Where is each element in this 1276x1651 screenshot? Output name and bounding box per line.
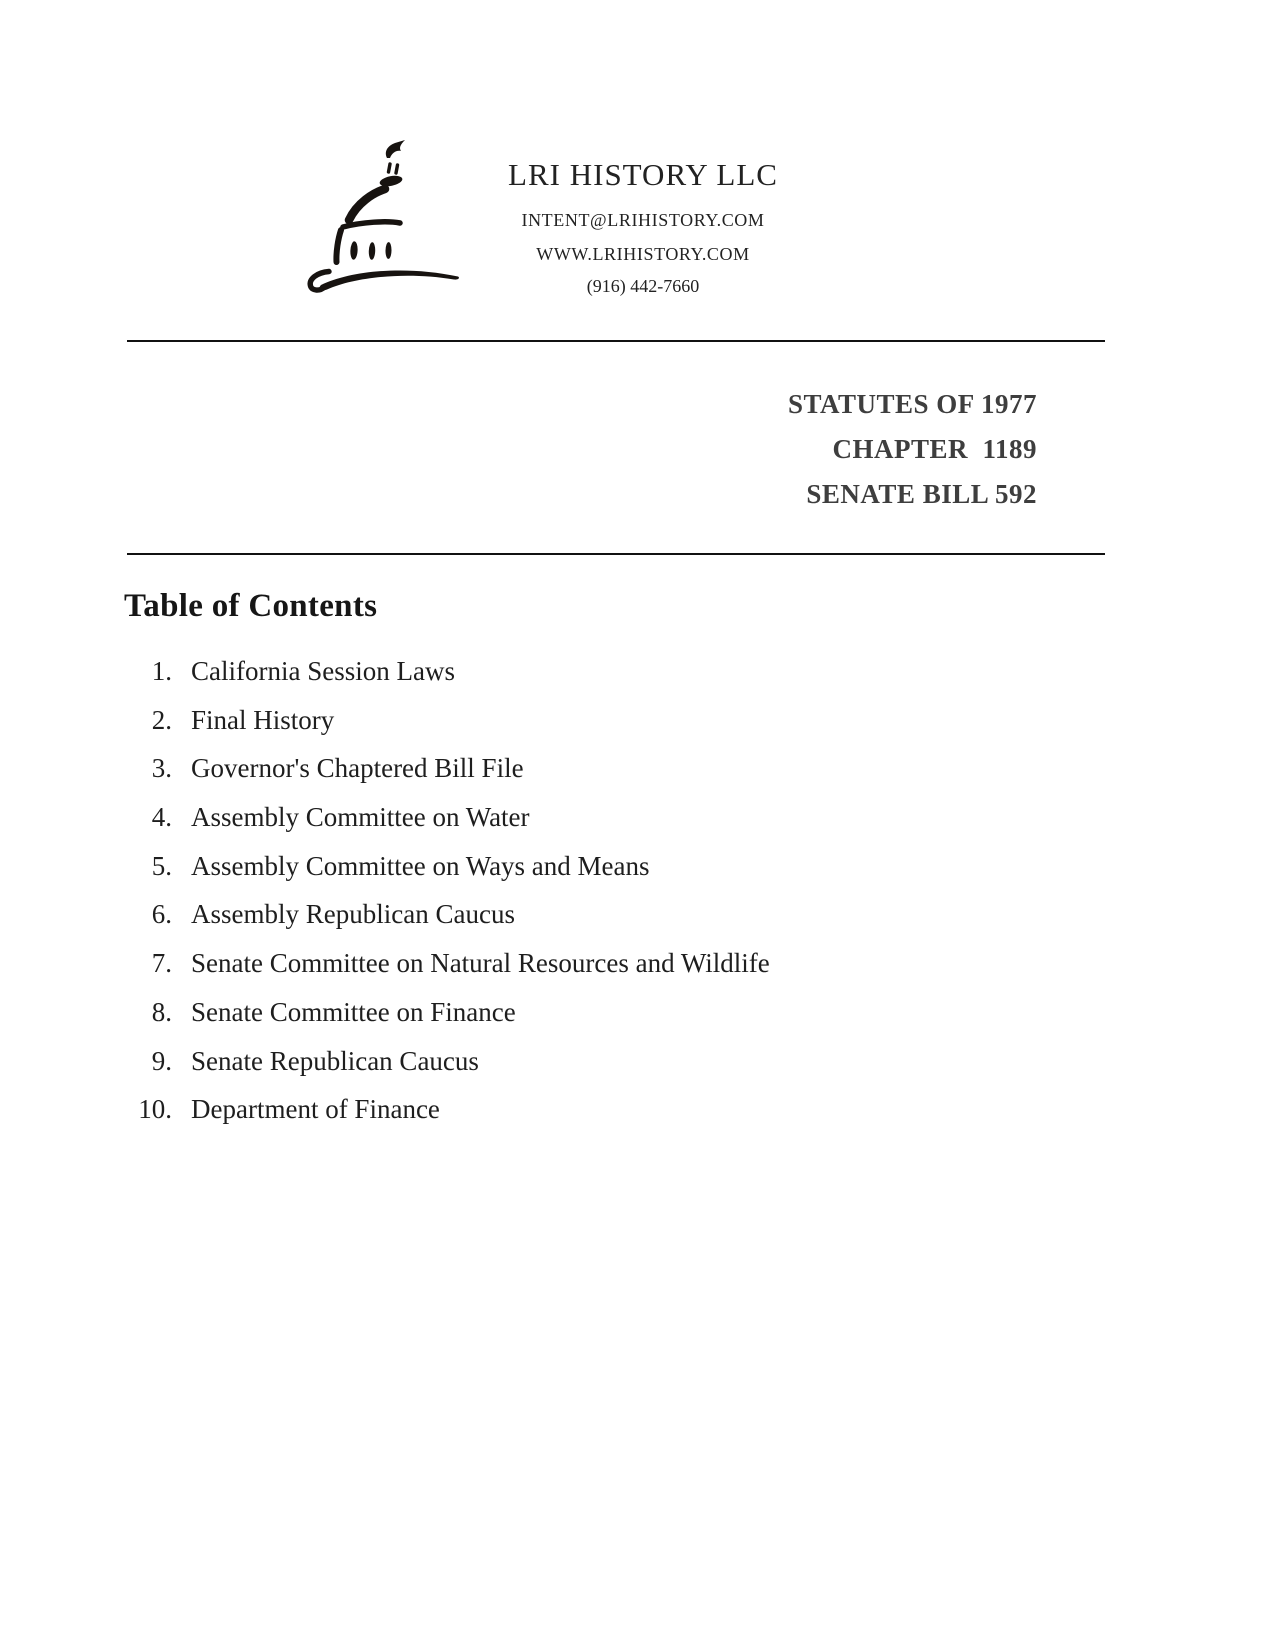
toc-item-label: Senate Republican Caucus: [191, 1045, 479, 1076]
statutes-line: STATUTES OF 1977: [787, 389, 1037, 419]
toc-item-label: Department of Finance: [191, 1094, 440, 1125]
toc-item-label: Assembly Committee on Ways and Means: [191, 850, 650, 881]
website-url: WWW.LRIHISTORY.COM: [536, 244, 750, 264]
toc-item: [0, 849, 1000, 883]
company-name: LRI HISTORY LLC: [508, 157, 778, 192]
horizontal-rule-top: [127, 340, 1105, 342]
toc-heading: Table of Contents: [124, 588, 378, 624]
toc-item-number: 9.: [151, 1045, 172, 1076]
chapter-line: CHAPTER 1189: [832, 434, 1037, 464]
toc-item-label: Final History: [191, 704, 335, 735]
toc-item: [0, 946, 1000, 980]
toc-item: [0, 995, 1000, 1029]
toc-item: [0, 654, 1000, 688]
toc-list: [0, 654, 1000, 1141]
toc-item-label: Assembly Republican Caucus: [191, 899, 515, 930]
toc-item-label: California Session Laws: [191, 656, 455, 686]
senate-bill-line: SENATE BILL 592: [806, 479, 1037, 509]
phone-number: (916) 442-7660: [586, 276, 700, 296]
horizontal-rule-bottom: [127, 553, 1105, 555]
bill-reference-block: [788, 382, 1037, 517]
toc-item-number: 5.: [151, 850, 172, 881]
toc-item-label: Senate Committee on Finance: [191, 996, 516, 1027]
toc-item-number: 7.: [151, 948, 172, 979]
toc-item-number: 6.: [151, 899, 172, 930]
toc-item-number: 4.: [151, 802, 172, 833]
toc-item-number: 2.: [151, 704, 172, 735]
toc-item-label: Assembly Committee on Water: [191, 802, 530, 833]
toc-item-number: 1.: [151, 656, 172, 686]
toc-item-number: 10.: [138, 1094, 172, 1125]
toc-item-label: Governor's Chaptered Bill File: [191, 753, 524, 784]
toc-item: [0, 800, 1000, 834]
toc-item: [0, 1044, 1000, 1078]
toc-item: [0, 1092, 1000, 1126]
letterhead: [443, 156, 843, 298]
toc-item-number: 3.: [151, 753, 172, 784]
toc-item: [0, 751, 1000, 785]
toc-item-label: Senate Committee on Natural Resources and Wildlife: [191, 948, 770, 979]
toc-item: [0, 703, 1000, 737]
email-address: INTENT@LRIHISTORY.COM: [521, 210, 765, 230]
toc-item: [0, 897, 1000, 931]
toc-item-number: 8.: [151, 996, 172, 1027]
